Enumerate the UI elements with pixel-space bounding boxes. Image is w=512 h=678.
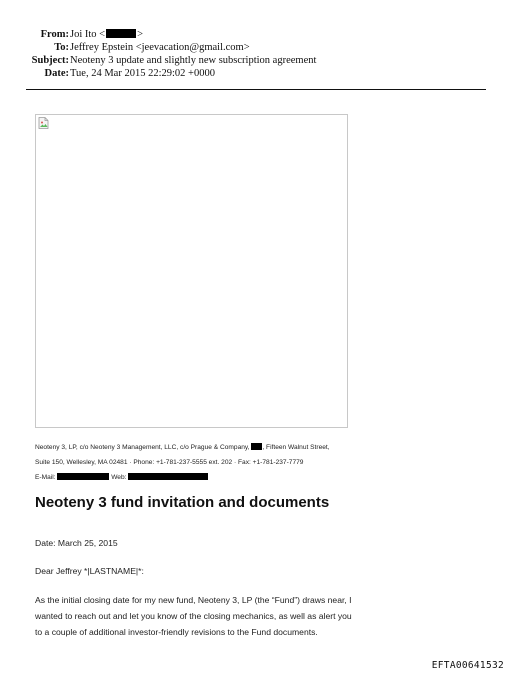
fund-address-line-2: Suite 150, Wellesley, MA 02481 · Phone: +1-781-237-5555 ext. 202 · Fax: +1-781-237-7779 [35,459,304,466]
email-header [0,28,512,80]
fund-contact-line [35,470,495,485]
bates-number: EFTA00641532 [431,660,504,671]
redaction-bar [106,29,136,38]
redaction-bar [251,443,262,450]
header-divider [26,89,486,90]
email-from-row [0,28,512,41]
from-label: From: [40,29,69,40]
body-paragraph [35,592,395,640]
to-value: Jeffrey Epstein <jeevacation@gmail.com> [70,42,250,53]
email-to-row [0,41,512,54]
salutation: Dear Jeffrey *|LASTNAME|*: [35,566,144,576]
email-date-row [0,67,512,80]
fund-address-text: , Fifteen Walnut Street, [262,444,330,451]
to-label: To: [54,42,69,53]
email-label: E-Mail: [35,474,56,481]
redaction-bar [128,473,208,480]
fund-address-line-1 [35,440,495,455]
email-subject-row [0,54,512,67]
redaction-bar [57,473,109,480]
from-value-suffix: > [137,29,144,40]
body-line: wanted to reach out and let you know of the closing mechanics, as well as alert you [35,611,352,621]
body-line: to a couple of additional investor-friendly revisions to the Fund documents. [35,627,318,637]
fund-address-text: Neoteny 3, LP, c/o Neoteny 3 Management, LLC, c/o Prague & Company, [35,444,250,451]
from-value-prefix: Joi Ito < [70,29,106,40]
from-value [70,28,143,41]
document-title: Neoteny 3 fund invitation and documents [35,494,330,511]
fund-address [35,440,495,485]
date-label: Date: [44,68,69,79]
document-date: Date: March 25, 2015 [35,538,118,548]
subject-value: Neoteny 3 update and slightly new subscription agreement [70,55,317,66]
date-value: Tue, 24 Mar 2015 22:29:02 +0000 [70,68,215,79]
subject-label: Subject: [31,55,69,66]
body-line: As the initial closing date for my new fund, Neoteny 3, LP (the “Fund”) draws near, I [35,595,352,605]
broken-image-icon [38,117,49,129]
image-placeholder [35,114,348,428]
web-label: Web: [111,474,127,481]
